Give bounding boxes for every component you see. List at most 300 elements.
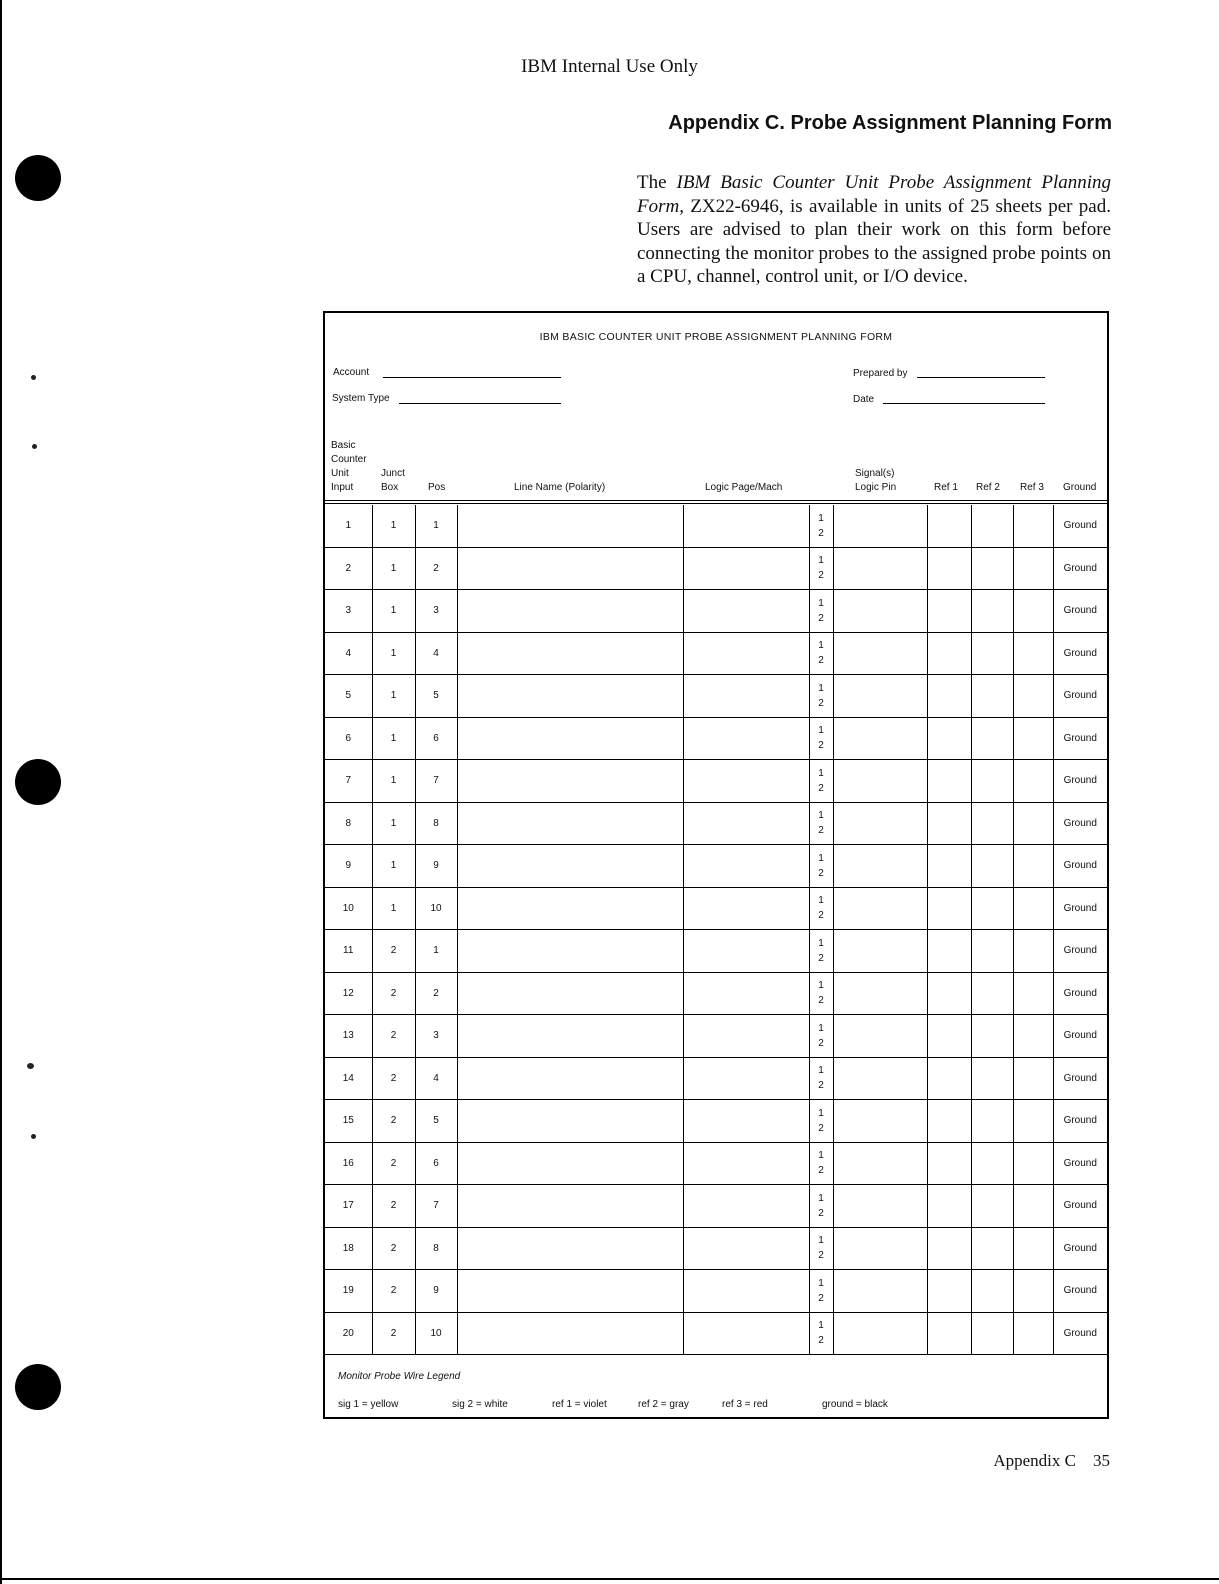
logic-page-cell[interactable] (683, 845, 809, 888)
input-cell: 6 (325, 717, 372, 760)
ref3-cell[interactable] (1013, 887, 1053, 930)
ref3-cell[interactable] (1013, 1015, 1053, 1058)
signal-number-cell (809, 1227, 833, 1270)
junct-cell: 2 (372, 972, 415, 1015)
line-name-cell[interactable] (457, 1270, 683, 1313)
input-cell: 20 (325, 1312, 372, 1355)
ref3-cell[interactable] (1013, 760, 1053, 803)
logic-pin-cell[interactable] (833, 717, 927, 760)
signal-1-label: 1 (818, 682, 824, 694)
table-row (325, 1015, 1107, 1058)
input-cell: 3 (325, 590, 372, 633)
line-name-cell[interactable] (457, 1312, 683, 1355)
input-cell: 14 (325, 1057, 372, 1100)
page-title: Appendix C. Probe Assignment Planning Form (668, 112, 1112, 134)
ref3-cell[interactable] (1013, 845, 1053, 888)
ref2-cell[interactable] (971, 1185, 1013, 1228)
table-row (325, 972, 1107, 1015)
signal-2-label: 2 (818, 782, 824, 794)
col-head-logic-page: Logic Page/Mach (705, 482, 783, 493)
pos-cell: 7 (415, 1185, 457, 1228)
scan-speck (31, 375, 36, 380)
input-cell: 10 (325, 887, 372, 930)
scan-speck (31, 1134, 36, 1139)
ref2-cell[interactable] (971, 632, 1013, 675)
scan-speck (27, 1063, 34, 1069)
pos-cell: 3 (415, 590, 457, 633)
ref1-cell[interactable] (927, 547, 971, 590)
ground-cell: Ground (1053, 1227, 1107, 1270)
input-cell: 9 (325, 845, 372, 888)
ref3-cell[interactable] (1013, 590, 1053, 633)
signal-2-label: 2 (818, 1080, 824, 1092)
ref1-cell[interactable] (927, 590, 971, 633)
ground-cell: Ground (1053, 972, 1107, 1015)
ref2-cell[interactable] (971, 1142, 1013, 1185)
ground-cell: Ground (1053, 632, 1107, 675)
ref1-cell[interactable] (927, 1100, 971, 1143)
ref2-cell[interactable] (971, 717, 1013, 760)
signal-number-cell (809, 930, 833, 973)
pos-cell: 9 (415, 845, 457, 888)
signal-number-cell (809, 887, 833, 930)
table-row (325, 1057, 1107, 1100)
logic-page-cell[interactable] (683, 717, 809, 760)
junct-cell: 2 (372, 1270, 415, 1313)
table-row (325, 1270, 1107, 1313)
line-name-cell[interactable] (457, 1057, 683, 1100)
pos-cell: 5 (415, 1100, 457, 1143)
junct-cell: 1 (372, 505, 415, 547)
signal-number-cell (809, 1100, 833, 1143)
junct-cell: 2 (372, 1312, 415, 1355)
ground-cell: Ground (1053, 845, 1107, 888)
legend-item: sig 2 = white (452, 1399, 508, 1410)
line-name-cell[interactable] (457, 887, 683, 930)
table-row (325, 887, 1107, 930)
ref2-cell[interactable] (971, 845, 1013, 888)
logic-pin-cell[interactable] (833, 760, 927, 803)
signal-1-label: 1 (818, 597, 824, 609)
signal-1-label: 1 (818, 895, 824, 907)
header-rule (325, 500, 1107, 501)
signal-2-label: 2 (818, 1292, 824, 1304)
signal-1-label: 1 (818, 937, 824, 949)
signal-number-cell (809, 845, 833, 888)
ref1-cell[interactable] (927, 632, 971, 675)
ref2-cell[interactable] (971, 1015, 1013, 1058)
line-name-cell[interactable] (457, 590, 683, 633)
input-cell: 4 (325, 632, 372, 675)
ref2-cell[interactable] (971, 972, 1013, 1015)
junct-cell: 1 (372, 632, 415, 675)
line-name-cell[interactable] (457, 632, 683, 675)
logic-page-cell[interactable] (683, 632, 809, 675)
ground-cell: Ground (1053, 802, 1107, 845)
scan-speck (32, 444, 37, 449)
signal-number-cell (809, 1312, 833, 1355)
logic-pin-cell[interactable] (833, 1057, 927, 1100)
legend-item: ground = black (822, 1399, 888, 1410)
table-row (325, 760, 1107, 803)
logic-page-cell[interactable] (683, 1100, 809, 1143)
signal-number-cell (809, 1185, 833, 1228)
logic-page-cell[interactable] (683, 1312, 809, 1355)
table-row (325, 1142, 1107, 1185)
ref2-cell[interactable] (971, 760, 1013, 803)
logic-page-cell[interactable] (683, 590, 809, 633)
page-footer: Appendix C 35 (993, 1451, 1110, 1470)
ref2-cell[interactable] (971, 547, 1013, 590)
pos-cell: 6 (415, 717, 457, 760)
signal-1-label: 1 (818, 1022, 824, 1034)
logic-pin-cell[interactable] (833, 1227, 927, 1270)
date-label: Date (853, 394, 875, 405)
col-head-ref3: Ref 3 (1020, 482, 1044, 493)
form-title: IBM BASIC COUNTER UNIT PROBE ASSIGNMENT PLANNING FORM (539, 331, 893, 343)
logic-pin-cell[interactable] (833, 1100, 927, 1143)
ref3-cell[interactable] (1013, 1057, 1053, 1100)
line-name-cell[interactable] (457, 760, 683, 803)
logic-page-cell[interactable] (683, 1142, 809, 1185)
pos-cell: 9 (415, 1270, 457, 1313)
input-cell: 16 (325, 1142, 372, 1185)
signal-1-label: 1 (818, 767, 824, 779)
line-name-cell[interactable] (457, 1227, 683, 1270)
line-name-cell[interactable] (457, 547, 683, 590)
ref1-cell[interactable] (927, 1227, 971, 1270)
junct-cell: 1 (372, 547, 415, 590)
signal-2-label: 2 (818, 697, 824, 709)
ref2-cell[interactable] (971, 930, 1013, 973)
ref1-cell[interactable] (927, 1270, 971, 1313)
ground-cell: Ground (1053, 760, 1107, 803)
logic-pin-cell[interactable] (833, 1312, 927, 1355)
signal-1-label: 1 (818, 555, 824, 567)
logic-pin-cell[interactable] (833, 1185, 927, 1228)
pos-cell: 10 (415, 1312, 457, 1355)
line-name-cell[interactable] (457, 1100, 683, 1143)
ref2-cell[interactable] (971, 1227, 1013, 1270)
table-row (325, 1185, 1107, 1228)
col-head-signal: Signal(s) Logic Pin (855, 468, 897, 493)
ref1-cell[interactable] (927, 930, 971, 973)
junct-cell: 1 (372, 590, 415, 633)
ground-cell: Ground (1053, 1100, 1107, 1143)
logic-page-cell[interactable] (683, 547, 809, 590)
logic-pin-cell[interactable] (833, 505, 927, 547)
table-row (325, 845, 1107, 888)
ref1-cell[interactable] (927, 1312, 971, 1355)
col-head-ref1: Ref 1 (934, 482, 958, 493)
logic-pin-cell[interactable] (833, 547, 927, 590)
logic-pin-cell[interactable] (833, 802, 927, 845)
junct-cell: 1 (372, 760, 415, 803)
line-name-cell[interactable] (457, 845, 683, 888)
signal-2-label: 2 (818, 1335, 824, 1347)
input-cell: 11 (325, 930, 372, 973)
signal-1-label: 1 (818, 725, 824, 737)
pos-cell: 7 (415, 760, 457, 803)
signal-2-label: 2 (818, 1037, 824, 1049)
ref3-cell[interactable] (1013, 675, 1053, 718)
table-row (325, 802, 1107, 845)
probe-table (325, 505, 1107, 1355)
table-row (325, 632, 1107, 675)
ref1-cell[interactable] (927, 845, 971, 888)
pos-cell: 8 (415, 802, 457, 845)
line-name-cell[interactable] (457, 1015, 683, 1058)
logic-page-cell[interactable] (683, 1227, 809, 1270)
ref3-cell[interactable] (1013, 1185, 1053, 1228)
input-cell: 7 (325, 760, 372, 803)
binder-hole (15, 155, 61, 201)
binder-hole (15, 1364, 61, 1410)
line-name-cell[interactable] (457, 717, 683, 760)
table-row (325, 1312, 1107, 1355)
line-name-cell[interactable] (457, 930, 683, 973)
ground-cell: Ground (1053, 1312, 1107, 1355)
ground-cell: Ground (1053, 1185, 1107, 1228)
ref1-cell[interactable] (927, 717, 971, 760)
signal-number-cell (809, 547, 833, 590)
signal-2-label: 2 (818, 910, 824, 922)
signal-1-label: 1 (818, 640, 824, 652)
ground-cell: Ground (1053, 505, 1107, 547)
scan-edge-bottom (0, 1578, 1219, 1580)
ground-cell: Ground (1053, 717, 1107, 760)
logic-page-cell[interactable] (683, 802, 809, 845)
pos-cell: 4 (415, 1057, 457, 1100)
ground-cell: Ground (1053, 1015, 1107, 1058)
ground-cell: Ground (1053, 590, 1107, 633)
ref2-cell[interactable] (971, 1100, 1013, 1143)
input-cell: 19 (325, 1270, 372, 1313)
input-cell: 2 (325, 547, 372, 590)
ref1-cell[interactable] (927, 972, 971, 1015)
pos-cell: 6 (415, 1142, 457, 1185)
ref2-cell[interactable] (971, 1270, 1013, 1313)
line-name-cell[interactable] (457, 802, 683, 845)
line-name-cell[interactable] (457, 675, 683, 718)
junct-cell: 1 (372, 675, 415, 718)
ref3-cell[interactable] (1013, 972, 1053, 1015)
account-label: Account (333, 367, 370, 378)
signal-number-cell (809, 675, 833, 718)
ref3-cell[interactable] (1013, 1270, 1053, 1313)
line-name-cell[interactable] (457, 972, 683, 1015)
table-row (325, 717, 1107, 760)
logic-page-cell[interactable] (683, 505, 809, 547)
signal-number-cell (809, 760, 833, 803)
signal-2-label: 2 (818, 655, 824, 667)
junct-cell: 2 (372, 930, 415, 973)
signal-2-label: 2 (818, 1122, 824, 1134)
logic-pin-cell[interactable] (833, 1270, 927, 1313)
ground-cell: Ground (1053, 1270, 1107, 1313)
ref2-cell[interactable] (971, 590, 1013, 633)
ref1-cell[interactable] (927, 1185, 971, 1228)
ref2-cell[interactable] (971, 802, 1013, 845)
ref1-cell[interactable] (927, 1142, 971, 1185)
system-type-label: System Type (332, 393, 390, 404)
pos-cell: 2 (415, 972, 457, 1015)
junct-cell: 2 (372, 1185, 415, 1228)
logic-page-cell[interactable] (683, 930, 809, 973)
signal-1-label: 1 (818, 1065, 824, 1077)
logic-pin-cell[interactable] (833, 972, 927, 1015)
signal-1-label: 1 (818, 1150, 824, 1162)
signal-2-label: 2 (818, 612, 824, 624)
col-head-line-name: Line Name (Polarity) (514, 482, 606, 493)
ref1-cell[interactable] (927, 887, 971, 930)
signal-1-label: 1 (818, 1192, 824, 1204)
junct-cell: 1 (372, 845, 415, 888)
ref1-cell[interactable] (927, 1057, 971, 1100)
junct-cell: 2 (372, 1100, 415, 1143)
scan-edge-left (0, 0, 2, 1584)
pos-cell: 2 (415, 547, 457, 590)
logic-page-cell[interactable] (683, 972, 809, 1015)
pos-cell: 4 (415, 632, 457, 675)
ground-cell: Ground (1053, 1142, 1107, 1185)
table-row (325, 930, 1107, 973)
logic-pin-cell[interactable] (833, 675, 927, 718)
line-name-cell[interactable] (457, 1142, 683, 1185)
logic-page-cell[interactable] (683, 760, 809, 803)
logic-pin-cell[interactable] (833, 1015, 927, 1058)
ref3-cell[interactable] (1013, 717, 1053, 760)
input-cell: 17 (325, 1185, 372, 1228)
ref3-cell[interactable] (1013, 1312, 1053, 1355)
junct-cell: 1 (372, 802, 415, 845)
logic-page-cell[interactable] (683, 1057, 809, 1100)
col-head-input: Basic Counter Unit Input (331, 440, 367, 493)
signal-1-label: 1 (818, 852, 824, 864)
ref1-cell[interactable] (927, 760, 971, 803)
ref3-cell[interactable] (1013, 547, 1053, 590)
header-rule (325, 503, 1107, 504)
ground-cell: Ground (1053, 930, 1107, 973)
ref3-cell[interactable] (1013, 505, 1053, 547)
signal-number-cell (809, 1142, 833, 1185)
ref2-cell[interactable] (971, 675, 1013, 718)
ref3-cell[interactable] (1013, 930, 1053, 973)
pos-cell: 10 (415, 887, 457, 930)
logic-page-cell[interactable] (683, 1185, 809, 1228)
signal-2-label: 2 (818, 527, 824, 539)
system-type-field[interactable] (399, 403, 561, 404)
binder-hole (15, 759, 61, 805)
ref1-cell[interactable] (927, 802, 971, 845)
signal-number-cell (809, 632, 833, 675)
input-cell: 1 (325, 505, 372, 547)
date-field[interactable] (883, 403, 1045, 404)
logic-page-cell[interactable] (683, 887, 809, 930)
input-cell: 12 (325, 972, 372, 1015)
junct-cell: 2 (372, 1227, 415, 1270)
logic-pin-cell[interactable] (833, 1142, 927, 1185)
table-row (325, 505, 1107, 547)
intro-paragraph: The IBM Basic Counter Unit Probe Assignment Planning Form, ZX22-6946, is available in units of 25 sheets per pad. Users are advised to plan their work on this form before connecting the monitor probes to the assigned probe points on a CPU, channel, control unit, or I/O device. (637, 172, 1111, 287)
col-head-ref2: Ref 2 (976, 482, 1000, 493)
ref1-cell[interactable] (927, 675, 971, 718)
legend-item: ref 1 = violet (552, 1399, 607, 1410)
line-name-cell[interactable] (457, 1185, 683, 1228)
signal-number-cell (809, 802, 833, 845)
junct-cell: 2 (372, 1057, 415, 1100)
signal-2-label: 2 (818, 995, 824, 1007)
col-head-ground: Ground (1063, 482, 1097, 493)
ref2-cell[interactable] (971, 1057, 1013, 1100)
col-head-pos: Pos (428, 482, 446, 493)
signal-number-cell (809, 1057, 833, 1100)
input-cell: 5 (325, 675, 372, 718)
logic-page-cell[interactable] (683, 1270, 809, 1313)
prepared-by-field[interactable] (917, 377, 1045, 378)
legend-item: ref 2 = gray (638, 1399, 689, 1410)
signal-2-label: 2 (818, 825, 824, 837)
signal-number-cell (809, 1015, 833, 1058)
input-cell: 18 (325, 1227, 372, 1270)
ref2-cell[interactable] (971, 505, 1013, 547)
legend-title: Monitor Probe Wire Legend (338, 1371, 461, 1382)
signal-1-label: 1 (818, 1235, 824, 1247)
logic-page-cell[interactable] (683, 1015, 809, 1058)
logic-pin-cell[interactable] (833, 845, 927, 888)
signal-1-label: 1 (818, 1320, 824, 1332)
signal-1-label: 1 (818, 1277, 824, 1289)
input-cell: 13 (325, 1015, 372, 1058)
ref3-cell[interactable] (1013, 802, 1053, 845)
signal-2-label: 2 (818, 1165, 824, 1177)
ref3-cell[interactable] (1013, 632, 1053, 675)
signal-number-cell (809, 590, 833, 633)
signal-1-label: 1 (818, 980, 824, 992)
ref3-cell[interactable] (1013, 1100, 1053, 1143)
signal-number-cell (809, 1270, 833, 1313)
input-cell: 15 (325, 1100, 372, 1143)
ref1-cell[interactable] (927, 505, 971, 547)
legend-item: ref 3 = red (722, 1399, 768, 1410)
signal-2-label: 2 (818, 952, 824, 964)
logic-pin-cell[interactable] (833, 590, 927, 633)
logic-pin-cell[interactable] (833, 887, 927, 930)
col-head-junct: Junct Box (381, 468, 405, 493)
logic-pin-cell[interactable] (833, 930, 927, 973)
ref1-cell[interactable] (927, 1015, 971, 1058)
ref3-cell[interactable] (1013, 1227, 1053, 1270)
signal-1-label: 1 (818, 512, 824, 524)
signal-number-cell (809, 717, 833, 760)
pos-cell: 3 (415, 1015, 457, 1058)
ref2-cell[interactable] (971, 887, 1013, 930)
table-row (325, 547, 1107, 590)
ref3-cell[interactable] (1013, 1142, 1053, 1185)
table-row (325, 675, 1107, 718)
logic-pin-cell[interactable] (833, 632, 927, 675)
ground-cell: Ground (1053, 1057, 1107, 1100)
signal-2-label: 2 (818, 1250, 824, 1262)
ground-cell: Ground (1053, 887, 1107, 930)
form-name: IBM Basic Counter Unit Probe Assignment Planning Form, (637, 172, 1111, 217)
ref2-cell[interactable] (971, 1312, 1013, 1355)
account-field[interactable] (383, 377, 561, 378)
logic-page-cell[interactable] (683, 675, 809, 718)
signal-2-label: 2 (818, 570, 824, 582)
junct-cell: 1 (372, 717, 415, 760)
line-name-cell[interactable] (457, 505, 683, 547)
